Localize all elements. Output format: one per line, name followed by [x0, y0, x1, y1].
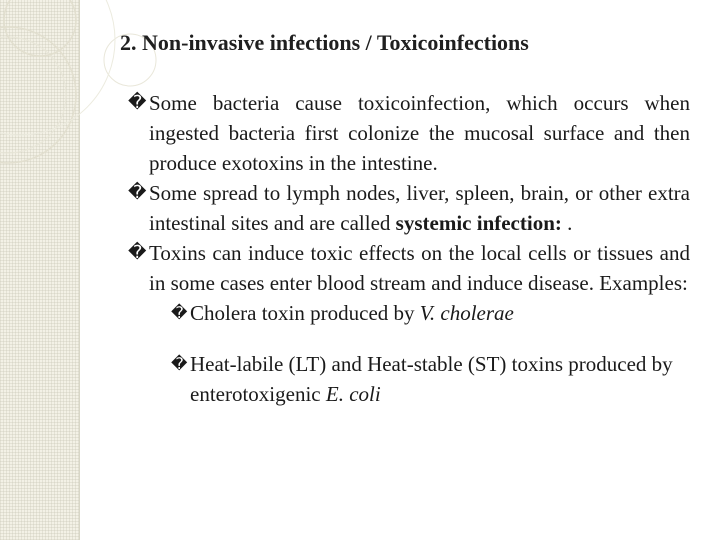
bullet-text-tail: . — [561, 211, 573, 235]
bullet-text: Some bacteria cause toxicoinfection, which occurs when ingested bacteria first colonize the mucosal surface and then produce exotoxins in the intestine. — [149, 91, 690, 175]
sub-bullet-item — [168, 298, 690, 328]
sub-bullet-marker-icon: � — [171, 354, 188, 373]
sub-bullet-item — [168, 349, 690, 409]
sub-bullet-text: Cholera toxin produced by — [190, 301, 420, 325]
bullet-text: Some spread to lymph nodes, liver, spleen, brain, or other extra intestinal sites and are called — [149, 181, 690, 235]
sub-bullet-marker-icon: � — [171, 303, 188, 322]
bullet-item — [128, 178, 690, 238]
bullet-item — [128, 88, 690, 178]
slide-title: 2. Non-invasive infections / Toxicoinfections — [120, 30, 529, 55]
sub-bullet-text: Heat-labile (LT) and Heat-stable (ST) toxins produced by enterotoxigenic — [190, 352, 673, 406]
organism-name: E. coli — [325, 382, 381, 406]
organism-name: V. cholerae — [419, 301, 514, 325]
bullet-text: Toxins can induce toxic effects on the local cells or tissues and in some cases enter blood stream and induce disease. Examples: — [149, 241, 690, 295]
bullet-marker-icon: � — [128, 182, 147, 203]
slide-body — [128, 88, 690, 430]
bullet-marker-icon: � — [128, 242, 147, 263]
bullet-marker-icon: � — [128, 92, 147, 113]
bullet-bold-term: systemic infection: — [395, 211, 562, 235]
bullet-item — [128, 238, 690, 298]
